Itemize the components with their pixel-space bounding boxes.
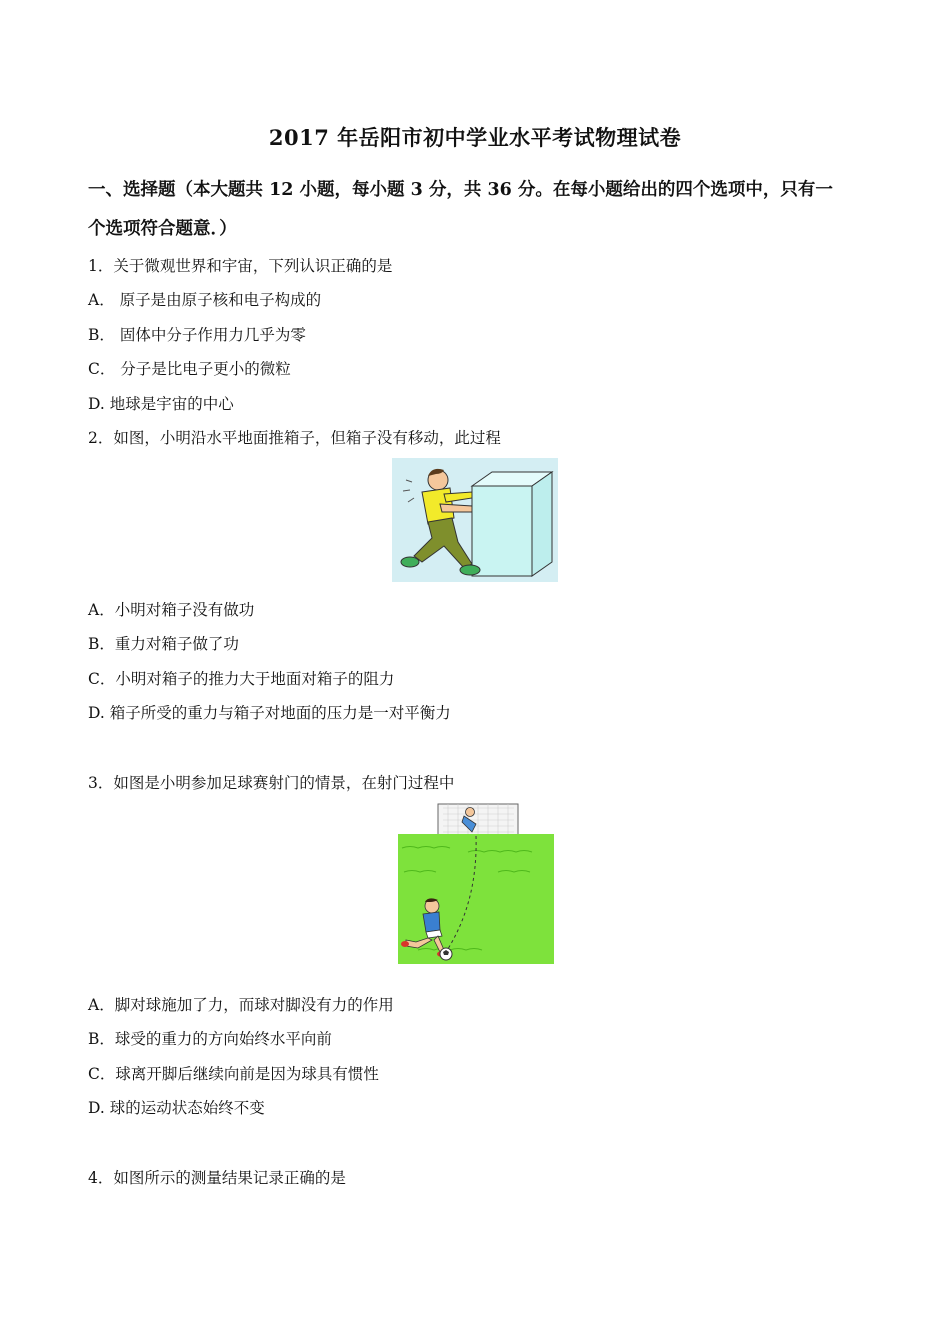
question-2-option-a: A．小明对箱子没有做功 <box>88 601 255 619</box>
soccer-shot-figure <box>398 802 554 964</box>
question-1-option-c: C． 分子是比电子更小的微粒 <box>88 360 291 378</box>
question-4-stem: 4．如图所示的测量结果记录正确的是 <box>88 1169 346 1187</box>
question-1-option-b: B． 固体中分子作用力几乎为零 <box>88 326 306 344</box>
question-3-option-d: D. 球的运动状态始终不变 <box>88 1099 265 1117</box>
question-2-option-d: D. 箱子所受的重力与箱子对地面的压力是一对平衡力 <box>88 704 451 722</box>
section-heading-line-2: 个选项符合题意．） <box>88 219 237 239</box>
question-1-option-d: D. 地球是宇宙的中心 <box>88 395 234 413</box>
page-title: 2017 年岳阳市初中学业水平考试物理试卷 <box>268 125 682 150</box>
question-1-option-a: A． 原子是由原子核和电子构成的 <box>88 291 322 309</box>
boy-pushing-box-figure <box>392 458 558 582</box>
question-2-option-b: B．重力对箱子做了功 <box>88 635 239 653</box>
section-heading-line-1: 一、选择题（本大题共 12 小题，每小题 3 分，共 36 分。在每小题给出的四个选项中，只有一 <box>88 180 833 200</box>
question-3-stem: 3．如图是小明参加足球赛射门的情景，在射门过程中 <box>88 774 455 792</box>
question-3-option-b: B．球受的重力的方向始终水平向前 <box>88 1030 332 1048</box>
question-1-stem: 1．关于微观世界和宇宙，下列认识正确的是 <box>88 257 393 275</box>
question-3-option-c: C．球离开脚后继续向前是因为球具有惯性 <box>88 1065 379 1083</box>
question-2-stem: 2．如图，小明沿水平地面推箱子，但箱子没有移动，此过程 <box>88 429 501 447</box>
question-2-option-c: C．小明对箱子的推力大于地面对箱子的阻力 <box>88 670 395 688</box>
question-3-option-a: A．脚对球施加了力，而球对脚没有力的作用 <box>88 996 394 1014</box>
